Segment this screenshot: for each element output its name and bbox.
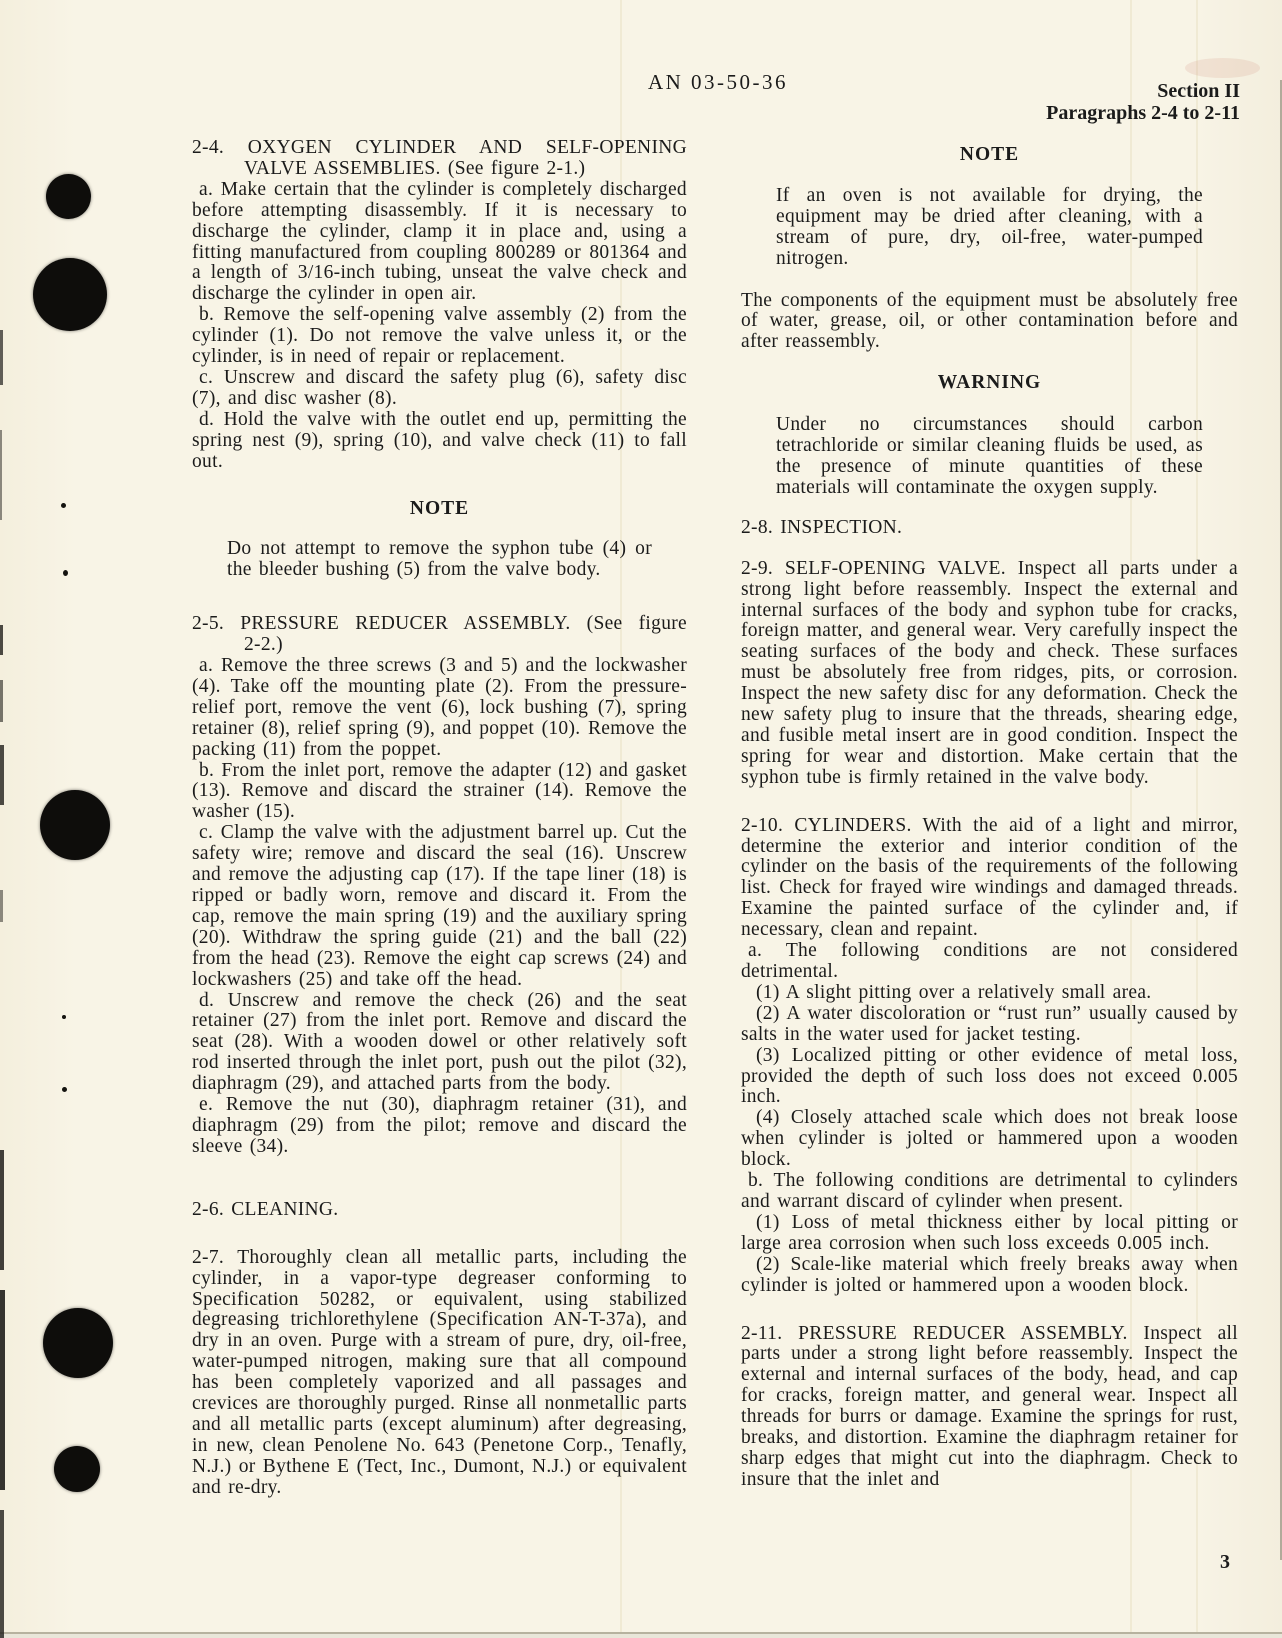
sec-2-5-item-b: b. From the inlet port, remove the adapter (12) and gasket (13). Remove and discard the strainer (14). Remove the washer (15). — [192, 759, 687, 823]
sec-2-10-item-a-2: (2) A water discoloration or “rust run” usually caused by salts in the water used for jacket testing. — [741, 1002, 1238, 1045]
header-right-block — [1046, 80, 1240, 124]
sec-2-5-heading-line1: 2-5. PRESSURE REDUCER ASSEMBLY. (See figure — [192, 613, 687, 635]
paper-speck — [63, 570, 68, 576]
sec-2-8-heading: 2-8. INSPECTION. — [741, 516, 903, 538]
sec-2-4-item-b: b. Remove the self-opening valve assembly (2) from the cylinder (1). Do not remove the valve unless it, or the cylinder, is in need of repair or replacement. — [192, 304, 687, 368]
warning-label: WARNING — [937, 372, 1042, 394]
sec-2-4-item-c: c. Unscrew and discard the safety plug (6), safety disc (7), and disc washer (8). — [192, 366, 687, 409]
sec-2-5-item-e: e. Remove the nut (30), diaphragm retainer (31), and diaphragm (29) from the pilot; remove and discard the sleeve (34). — [192, 1094, 687, 1157]
sec-2-7-paragraph: 2-7. Thoroughly clean all metallic parts, including the cylinder, in a vapor-type degreaser conforming to Specification 50282, or equivalent, using stabilized degreasing trichlorethylene (Specification AN-T-37a), and dry in an oven. Purge with a stream of pure, dry, oil-free, water-pumped nitrogen, making sure that all compound has been completely vaporized and all passages and crevices are thoroughly purged. Rinse all nonmetallic parts and all metallic parts (except aluminum) after degreasing, in new, clean Penolene No. 643 (Penetone Corp., Tenafly, N.J.) or Bythene E (Tect, Inc., Dumont, N.J.) or equivalent and re-dry. — [192, 1246, 687, 1498]
paper-edge-mark — [0, 1150, 4, 1270]
sec-2-10-item-b-2: (2) Scale-like material which freely breaks away when cylinder is jolted or hammered upon a wooden block. — [741, 1253, 1238, 1296]
sec-2-11-paragraph: 2-11. PRESSURE REDUCER ASSEMBLY. Inspect all parts under a strong light before reassembly. Inspect the external and internal surfaces of the body, head, and cap for cracks, foreign matter, and general wear. Inspect all threads for burrs or damage. Examine the springs for rust, breaks, and distortion. Examine the diaphragm retainer for sharp edges that might cut into the diaphragm. Check to insure that the inlet and — [741, 1322, 1238, 1490]
paper-edge-mark — [0, 625, 3, 655]
paper-edge-mark — [0, 745, 4, 805]
sec-2-10-item-a-1: (1) A slight pitting over a relatively small area. — [756, 981, 1152, 1003]
paper-edge-mark — [0, 330, 3, 385]
paper-edge-mark — [0, 1290, 5, 1490]
binder-hole-mark — [54, 1446, 100, 1492]
sec-2-9-paragraph: 2-9. SELF-OPENING VALVE. Inspect all parts under a strong light before reassembly. Inspect the external and internal surfaces of the body and syphon tube for cracks, foreign matter, and general wear. Very carefully inspect the seating surfaces of the body and check. These surfaces must be absolutely free from ridges, pits, or corrosion. Inspect the new safety disc for any deformation. Check the new safety plug to insure that the threads, shearing edge, and fusible metal insert are in good condition. Inspect the spring for wear and distortion. Make certain that the syphon tube is firmly retained in the valve body. — [741, 557, 1238, 788]
sec-2-10-item-a: a. The following conditions are not considered detrimental. — [741, 940, 1238, 982]
note-label: NOTE — [409, 497, 470, 519]
sec-2-5-item-d: d. Unscrew and remove the check (26) and the seat retainer (27) from the inlet port. Remove and discard the seat (28). With a wooden dowel or other relatively soft rod inserted through the inlet port, push out the pilot (32), diaphragm (29), and attached parts from the body. — [192, 989, 687, 1095]
sec-2-4-item-d: d. Hold the valve with the outlet end up, permitting the spring nest (9), spring (10), and valve check (11) to fall out. — [192, 408, 687, 472]
right-column — [741, 138, 1238, 1491]
sec-2-4-heading-line2: VALVE ASSEMBLIES. (See figure 2-1.) — [244, 157, 586, 179]
sec-2-10-item-a-4: (4) Closely attached scale which does not break loose when cylinder is jolted or hammered upon a wooden block. — [741, 1107, 1238, 1171]
sec-2-4-item-a: a. Make certain that the cylinder is completely discharged before attempting disassembly. If it is necessary to discharge the cylinder, clamp it in place and, using a fitting manufactured from coupling 800289 or 801364 and a length of 3/16-inch tubing, unseat the valve check and discharge the cylinder in open air. — [192, 178, 687, 305]
binder-hole-mark — [46, 174, 91, 219]
para-absolutely-free: The components of the equipment must be absolutely free of water, grease, oil, or other contamination before and after reassembly. — [741, 289, 1238, 353]
note2-label: NOTE — [959, 144, 1020, 165]
sec-2-6-heading: 2-6. CLEANING. — [192, 1198, 339, 1220]
sec-2-5-item-a: a. Remove the three screws (3 and 5) and the lockwasher (4). Take off the mounting plate (2). From the pressure-relief port, remove the vent (6), lock bushing (7), spring retainer (8), relief spring (9), and poppet (10). Remove the packing (11) from the poppet. — [192, 655, 687, 760]
paper-edge-mark — [0, 430, 2, 520]
sec-2-10-item-a-3: (3) Localized pitting or other evidence of metal loss, provided the depth of such loss does not exceed 0.005 inch. — [741, 1044, 1238, 1108]
note2-body: If an oven is not available for drying, the equipment may be dried after cleaning, with a stream of pure, dry, oil-free, water-pumped nitrogen. — [776, 184, 1203, 269]
sec-2-10-intro: 2-10. CYLINDERS. With the aid of a light and mirror, determine the exterior and interior condition of the cylinder on the basis of the requirements of the following list. Check for frayed wire windings and damaged threads. Examine the painted surface of the cylinder and, if necessary, clean and repaint. — [741, 814, 1238, 941]
doc-number: AN 03-50-36 — [647, 70, 789, 94]
page-number: 3 — [1220, 1551, 1230, 1573]
note-body: Do not attempt to remove the syphon tube (4) or the bleeder bushing (5) from the valve body. — [227, 538, 652, 581]
paper-edge-mark — [0, 680, 3, 722]
sec-2-5-item-c: c. Clamp the valve with the adjustment barrel up. Cut the safety wire; remove and discard the seal (16). Unscrew and remove the adjusting cap (17). If the tape liner (18) is ripped or badly worn, remove and discard it. From the cap, remove the main spring (19) and the auxiliary spring (20). Withdraw the spring guide (21) and the ball (22) from the head (23). Remove the eight cap screws (24) and lockwashers (25) and take off the head. — [192, 822, 687, 990]
sec-2-10-item-b: b. The following conditions are detrimental to cylinders and warrant discard of cylinder when present. — [741, 1170, 1238, 1212]
paper-bottom-shadow — [0, 1634, 1282, 1638]
paper-speck — [61, 503, 66, 508]
paragraph-range: Paragraphs 2-4 to 2-11 — [1046, 102, 1240, 124]
paper-speck — [62, 1015, 66, 1019]
left-column — [192, 138, 687, 1499]
sec-2-4-heading-line1: 2-4. OXYGEN CYLINDER AND SELF-OPENING — [192, 137, 687, 158]
section-label: Section II — [1157, 80, 1240, 102]
binder-hole-mark — [33, 258, 107, 331]
binder-hole-mark — [43, 1308, 113, 1378]
binder-hole-mark — [40, 790, 110, 860]
paper-edge-mark — [0, 1510, 4, 1638]
paper-edge-mark — [0, 890, 3, 922]
sec-2-10-item-b-1: (1) Loss of metal thickness either by local pitting or large area corrosion when such loss exceeds 0.005 inch. — [741, 1211, 1238, 1254]
paper-speck — [62, 1087, 67, 1092]
warning-body: Under no circumstances should carbon tetrachloride or similar cleaning fluids be used, as the presence of minute quantities of these materials will contaminate the oxygen supply. — [776, 414, 1203, 498]
sec-2-5-heading-line2: 2-2.) — [244, 634, 283, 656]
